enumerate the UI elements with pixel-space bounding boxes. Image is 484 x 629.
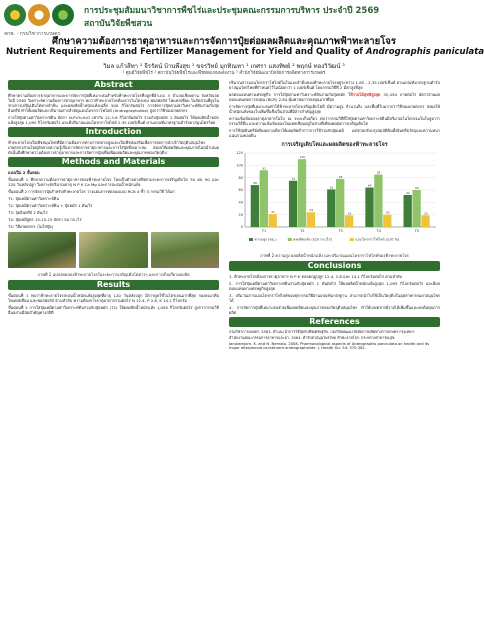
chart-data-label: 85 [376,170,381,175]
field-photo [8,232,76,268]
chart-legend-label: ความสูง (ซม.) [254,237,277,242]
chart-x-tick-label: T3 [338,229,343,233]
reference-item: สำนักงานคณะกรรมการอาหารและยา. 2564. ตำรับยาสมุนไพรไทย ฟ้าทะลายโจร. กระทรวงสาธารณสุข. [229,335,396,340]
results-paragraph-2: ขั้นตอนที่ 2 การใส่ปุ๋ยเคมีตามค่าวิเคราะห์ดินร่วมกับปุ๋ยหมัก (T2) ให้ผลผลิตน้ำหนักแห้ง 1,095 กิโลกรัมต่อไร่ สูงกว่ากรรมวิธีอื่นอย่างมีนัยสำคัญทางสถิติ [8,305,219,315]
chart-x-tick-label: T5 [414,229,420,233]
growth-photo [79,232,147,268]
results-right-paragraph-4: ความเข้มข้นของธาตุอาหารในใบ ณ ระยะเก็บเกี่ยว พบว่ากรรมวิธีที่ใส่ปุ๋ยตามค่าวิเคราะห์ดินมีปริมาณไนโตรเจนในใบสูงกว่ากรรมวิธีอื่น และความเข้มข้นของโพแทสเซียมอยู่ในช่วงที่เพียงพอต่อการเจริญเติบโต [229,116,440,126]
chart-data-label: 21 [271,210,275,215]
photo-row [8,232,219,268]
results-right-paragraph-1: ปริมาณสารแอนโดรกราโฟไลด์ในใบและลำต้นของฟ้าทะลายโจรอยู่ระหว่าง 1.85 - 2.35 เปอร์เซ็นต์ ผ่านเกณฑ์มาตรฐานตำรับยาสมุนไพรไทยที่กำหนดไว้ไม่น้อยกว่า 1 เปอร์เซ็นต์ โดยกรรมวิธีที่ 2 มีค่าสูงที่สุด [229,80,440,90]
chart-y-tick-label: 0 [240,225,243,230]
conclusions-heading: Conclusions [229,261,440,271]
chart-bar [365,188,373,227]
chart-bar [251,185,259,227]
chart-bar [412,190,420,227]
institute-logo-icon [28,4,50,26]
chart-y-tick-label: 120 [236,151,243,156]
chart-bar [374,175,382,227]
conclusion-item: 1. ฟ้าทะลายโจรต้องการธาตุอาหาร N P K ตลอดฤดูปลูก 12.4, 2.8 และ 14.1 กิโลกรัมต่อไร่ ตามลำดับ [229,274,403,279]
author-list: วิมล แก้วสีทา ¹ จีรรัตน์ บ้านพึ่งสุข ¹ ขจรวิทย์ มุกทิณทา ¹ เกศรา แสงทิพย์ ² พฤกษ์ ทองวิวัฒน์ ³ [103,63,345,70]
chart-y-tick-label: 60 [238,188,243,193]
chart-x-tick-label: T4 [376,229,381,233]
chart-data-label: 20 [385,210,390,215]
conference-institute: สถาบันวิจัยพืชสวน [84,19,153,29]
results-right-paragraph-5: การใช้ปุ๋ยอินทรีย์เพียงอย่างเดียวให้ผลผลิตต่ำกว่าการใช้ร่วมกับปุ๋ยเคมี แต่ช่วยปรับปรุงสมบัติดินทั้งอินทรียวัตถุและความหนาแน่นรวมของดิน [229,128,440,138]
brand-text: สกพ. · กรมวิชาการเกษตร [4,31,61,37]
references-heading: References [229,317,440,327]
chart-legend-swatch [249,238,253,241]
chart-data-label: 19 [424,211,428,216]
methods-heading: Methods and Materials [8,157,219,167]
chart-legend-label: แอนโดรกราโฟไลด์ (x10 %) [355,237,400,242]
chart-y-tick-label: 20 [238,212,243,217]
title-en-scientific-name: Andrographis paniculata [365,47,484,57]
chart-svg [229,149,440,249]
harvest-photo [151,232,219,268]
chart-bar [383,215,391,227]
chart-data-label: 52 [406,190,410,195]
chart-title: การเจริญเติบโตและผลผลิตของฟ้าทะลายโจร [281,142,388,148]
introduction-paragraph: ฟ้าทะลายโจรเป็นพืชสมุนไพรที่มีความต้องการทางการตลาดสูงและเป็นพืชส่งเสริมเพื่อการลดการนำเข้าวัตถุดิบสมุนไพร เกษตรกรส่วนใหญ่ยังขาดความรู้เรื่องการจัดการธาตุอาหารและการใส่ปุ๋ยที่เหมาะสม ส่งผลให้ผลผลิตและคุณภาพไม่สม่ำเสมอ ดังนั้นจึงศึกษาความต้องการธาตุอาหารและการจัดการปุ๋ยเพื่อเพิ่มผลผลิตและคุณภาพของวัตถุดิบ [8,140,219,155]
chart-bar [260,170,268,227]
left-column [8,80,219,317]
conclusion-item: 2. การใส่ปุ๋ยเคมีตามค่าวิเคราะห์ดินร่วมกับปุ๋ยหมัก 1 ตันต่อไร่ ให้ผลผลิตน้ำหนักแห้งสูงสุด 1,095 กิโลกรัมต่อไร่ และมีผลตอบแทนทางเศรษฐกิจสูงสุด [229,281,440,291]
affiliation: ¹ ศูนย์วิจัยพืชไร่ ² สถาบันวิจัยพืชไร่และพืชทดแทนพลังงาน ³ สำนักวิจัยพัฒนาปัจจัยการผลิตทางการเกษตร [122,71,326,76]
chart-bar [269,214,277,227]
treatment-item: T4: ปุ๋ยเคมีสูตร 15-15-15 อัตรา 50 กก./ไร่ [8,217,82,222]
poster-title-english [6,47,484,57]
results-right-paragraph-3: การจัดการปุ๋ยที่เหมาะสมทำให้ฟ้าทะลายโจรเจริญเติบโตดี มีความสูง จำนวนกิ่ง และพื้นที่ใบมากกว่าวิธีของเกษตรกร ส่งผลให้น้ำหนักแห้งของใบเพิ่มขึ้นซึ่งเป็นส่วนที่มีสารสำคัญสูงสุด [229,104,440,114]
treatment-item: T2: ปุ๋ยเคมีตามค่าวิเคราะห์ดิน + ปุ๋ยหมัก 1 ตัน/ไร่ [8,203,93,208]
chart-data-label: 24 [309,208,313,213]
photo-caption: ภาพที่ 1 แปลงทดลองฟ้าทะลายโจรในระยะการเจริญเติบโตต่างๆ และการเก็บเกี่ยวผลผลิต [37,272,190,277]
chart-bar [345,215,353,227]
chart-y-tick-label: 100 [236,163,243,168]
chart-y-tick-label: 40 [238,200,243,205]
methods-lead: แบ่งเป็น 2 ขั้นตอน [8,170,40,175]
treatment-item: T3: ปุ๋ยอินทรีย์ 2 ตัน/ไร่ [8,210,48,215]
abstract-heading: Abstract [8,80,219,90]
right-column [229,80,440,352]
conclusion-item: 3. ปริมาณสารแอนโดรกราโฟไลด์ของทุกกรรมวิธีผ่านเกณฑ์มาตรฐาน สามารถนำไปใช้เป็นวัตถุดิบในอุตสาหกรรมยาสมุนไพรได้ [229,293,440,303]
economic-highlight: ให้รายได้สุทธิสูงสุด [348,92,381,97]
chart-y-tick-label: 80 [238,175,243,180]
chart-legend-label: ผลผลิตแห้ง (x10 กก./ไร่) [293,237,332,242]
poster-title-thai: ศึกษาความต้องการธาตุอาหารและการจัดการปุ๋ยต่อผลผลิตและคุณภาพฟ้าทะลายโจร [52,36,396,47]
chart-bar [307,212,315,227]
chart-data-label: 19 [347,211,352,216]
treatment-item: T1: ปุ๋ยเคมีตามค่าวิเคราะห์ดิน [8,196,59,201]
chart-bar [327,189,335,227]
results-heading: Results [8,280,219,290]
chart-x-tick-label: T1 [261,229,267,233]
chart-data-label: 68 [253,181,257,186]
methods-step-2: ขั้นตอนที่ 2 การจัดการปุ๋ยสำหรับฟ้าทะลายโจร วางแผนการทดลองแบบ RCB 4 ซ้ำ 5 กรรมวิธี ได้แก่ [8,189,175,194]
introduction-heading: Introduction [8,127,219,137]
abstract-paragraph-2: การใส่ปุ๋ยตามค่าวิเคราะห์ดิน อัตรา N-P₂O₅-K₂O เท่ากับ 12-3-6 กิโลกรัมต่อไร่ ร่วมกับปุ๋ยหมัก 1 ตันต่อไร่ ให้ผลผลิตน้ำหนักแห้งสูงสุด 1,095 กิโลกรัมต่อไร่ และมีปริมาณแอนโดรกราโฟไลด์ 2.35 เปอร์เซ็นต์ ผ่านเกณฑ์มาตรฐานตำรับยาสมุนไพรไทย [8,115,219,125]
chart-data-label: 60 [415,186,419,190]
chart-bar [289,181,297,227]
results-chart [229,141,440,249]
plant-logo-icon [52,4,74,26]
chart-legend-swatch [350,238,354,241]
results-paragraph-1: ขั้นตอนที่ 1 พบว่าฟ้าทะลายโจรสะสมน้ำหนักแห้งสูงสุดที่อายุ 120 วันหลังปลูก มีการดูดใช้ไนโตรเจนมากที่สุด รองลงมาคือโพแทสเซียม และฟอสฟอรัส ตามลำดับ ความต้องการธาตุอาหารรวมต่อไร่ N 12.4, P 2.8, K 14.1 กิโลกรัม [8,293,219,303]
chart-data-label: 92 [262,166,266,171]
chart-legend-swatch [288,238,292,241]
chart-bar [404,195,412,227]
conference-title: การประชุมสัมมนาวิชาการพืชไร่และประชุมคณะกรรมการบริหาร ประจำปี 2569 [84,6,380,16]
conclusion-item: 4. การจัดการปุ๋ยที่เหมาะสมช่วยเพิ่มผลผลิตและคุณภาพของวัตถุดิบสมุนไพร ทำให้เกษตรกรมีรายได้เพิ่มขึ้นและลดต้นทุนการผลิต [229,305,440,315]
chart-data-label: 64 [368,183,372,188]
chart-data-label: 78 [338,174,343,179]
reference-item: Jarukamjorn, K. and N. Nemoto. 2008. Pharmacological aspects of Andrographis paniculata on health and its major diterpenoid constituent andrographolide. J. Health Sci. 54: 370-381. [229,341,430,351]
methods-step-1: ขั้นตอนที่ 1 ศึกษาความต้องการธาตุอาหารของฟ้าทะลายโจร โดยเก็บตัวอย่างพืชตามระยะการเจริญเติบโต 30 60 90 และ 120 วันหลังปลูก วิเคราะห์ปริมาณธาตุ N P K Ca Mg และการสะสมน้ำหนักแห้ง [8,177,219,187]
chart-bar [421,215,429,227]
results-right-paragraph-2 [229,92,440,102]
chart-data-label: 110 [299,155,305,160]
economic-text-pre: ผลตอบแทนทางเศรษฐกิจ การใส่ปุ๋ยตามค่าวิเคราะห์ดินร่วมกับปุ๋ยหมัก [229,92,349,97]
treatment-item: T5: วิธีเกษตรกร (ไม่ใส่ปุ๋ย) [8,224,54,229]
chart-x-tick-label: T2 [300,229,305,233]
doa-logo-icon [4,4,26,26]
chart-data-label: 75 [291,176,296,181]
abstract-paragraph-1: ศึกษาความต้องการธาตุอาหารและการจัดการปุ๋ยที่เหมาะสมสำหรับฟ้าทะลายโจรที่ปลูกที่อำเภอ 3 อำเภอเชียงคาน จังหวัดเลย ในปี 2565 วิเคราะห์ความต้องการธาตุอาหาร พบว่าฟ้าทะลายโจรต้องการไนโตรเจน ฟอสฟอรัส โพแทสเซียม ในสัดส่วนที่สูงในช่วงการเจริญเติบโตทางลำต้น และผลผลิตน้ำหนักแห้งเฉลี่ย 500 กิโลกรัมต่อไร่ การจัดการปุ๋ยตามค่าวิเคราะห์ดินร่วมกับปุ๋ยอินทรีย์ ทำให้ผลผลิตและปริมาณสารสำคัญแอนโดรกราโฟไลด์ (Andrographolide) สูงกว่าวิธีของเกษตรกร [8,93,219,113]
chart-bar [298,159,306,227]
economic-text-post: 32,450 บาทต่อไร่ อัตราส่วนผลตอบแทนต่อการลงทุน (BCR) 2.84 คุ้มค่าต่อการลงทุนมากที่สุด [229,92,440,102]
reference-item: กรมวิชาการเกษตร. 2563. คำแนะนำการใช้ปุ๋ยกับพืชเศรษฐกิจ. กองวิจัยพัฒนาปัจจัยการผลิตทางการเกษตร กรุงเทพฯ. [229,330,415,334]
title-en-plain: Nutrient Requirements and Fertilizer Management for Yield and Quality of [6,47,366,57]
chart-caption: ภาพที่ 2 ความสูง ผลผลิตน้ำหนักแห้ง และปริมาณแอนโดรกราโฟไลด์ของฟ้าทะลายโจร [260,253,409,258]
chart-data-label: 61 [329,185,334,190]
chart-bar [336,179,344,227]
